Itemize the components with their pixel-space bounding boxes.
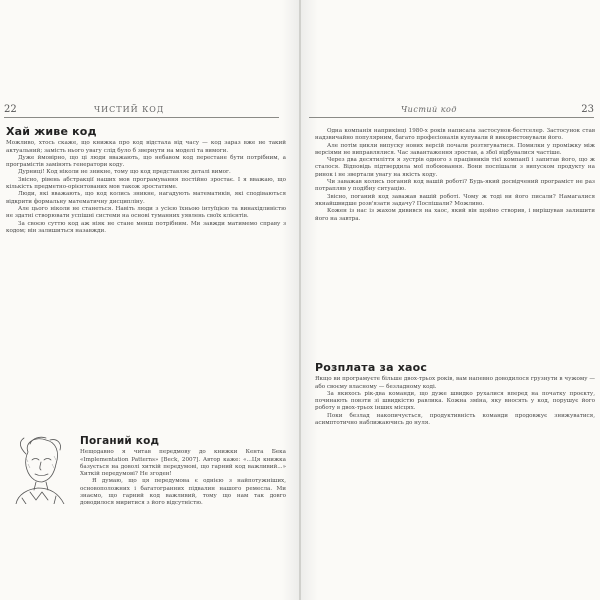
left-running-head: [4, 104, 279, 118]
paragraph: Одна компанія наприкінці 1980-х років написала застосунок-бестселер. Застосунок став надзвичайно популярним, багато професіоналів купували й використовували його.: [315, 128, 595, 142]
paragraph: Чи заважав колись поганий код вашій роботі? Будь-який досвідчений програміст не раз потрапляв у подібну ситуацію.: [315, 179, 595, 193]
author-portrait-icon: [6, 434, 72, 504]
paragraph: Дурниці! Код ніколи не зникне, тому що код представляє деталі вимог.: [18, 169, 231, 176]
paragraph: Поки безлад накопичується, продуктивність команди продовжує знижуватися, асимптотично наближаючись до нуля.: [315, 412, 595, 427]
right-running-title: Чистий код: [401, 105, 457, 114]
right-page-number: 23: [581, 104, 594, 115]
paragraph: Дуже ймовірно, що ці люди вважають, що небавом код перестане бути потрібним, а програмістів замінять генератори коду.: [6, 154, 286, 169]
bad-code-column: [80, 435, 286, 508]
paragraph: Кожен із нас із жахом дивився на хаос, який він щойно створив, і вирішував залишити його на завтра.: [315, 208, 595, 222]
paragraph: Звісно, рівень абстракції наших мов програмування постійно зростає. І я вважаю, що кількість предметно-орієнтованих мов також зростатиме.: [6, 176, 286, 191]
right-main-column: [315, 128, 595, 223]
left-main-column: [6, 125, 286, 235]
right-page: [301, 0, 600, 600]
paragraph: Я думаю, що ця передумова є однією з найпотужніших, основоположних і багатогранних підвалин нашого ремесла. Ми знаємо, що гарний код важливий, тому що нам так довго доводилося миритися з його відсутністю.: [80, 478, 286, 507]
left-page-number: 22: [4, 104, 17, 115]
right-second-column: [315, 361, 595, 427]
section-heading-code-lives: Хай живе код: [6, 125, 97, 138]
paragraph: Але цього ніколи не станеться. Навіть люди з усією їхньою інтуїцією та винахідливістю не здатні створювати успішні системи на основі туманних уявлень своїх клієнтів.: [6, 205, 286, 220]
paragraph: За своєю суттю код аж ніяк не стане менш потрібним. Ми завжди матимемо справу з кодом; він залишиться назавжди.: [6, 220, 286, 234]
right-running-head: [309, 104, 594, 118]
section-heading-bad-code: Поганий код: [80, 435, 160, 447]
paragraph: Звісно, поганий код заважав вашій роботі. Чому ж тоді ви його писали? Намагалися якнайшвидше розв'язати задачу? Поспішали? Можливо.: [315, 193, 595, 207]
left-running-title: ЧИСТИЙ КОД: [94, 105, 165, 114]
paragraph: Люди, які вважають, що код колись зникне, нагадують математиків, які сподіваються відкрити формальну математичну дисципліну.: [6, 191, 286, 205]
right-header-rule: [309, 117, 594, 118]
paragraph: Якщо ви програмуєте більше двох-трьох років, вам напевно доводилося грузнути в чужому — або своєму власному — безладному коді.: [315, 376, 595, 390]
paragraph: За якихось рік-два команди, що дуже швидко рухалися вперед на початку проєкту, починають повзти зі швидкістю равлика. Кожна зміна, яку вносять у код, порушує його роботу в двох-трьох інших місцях.: [315, 390, 595, 412]
section-heading-cost-of-mess: Розплата за хаос: [315, 361, 428, 374]
left-page: [0, 0, 299, 600]
paragraph: Можливо, хтось скаже, що книжка про код відстала від часу — код зараз вже не такий актуальний; замість нього увагу слід було б звернути на моделі та вимоги.: [6, 140, 286, 154]
paragraph: Але потім цикли випуску нових версій почали розтягуватися. Помилки у проміжку між версіями не виправлялися. Час завантаження зростав, а збої відбувалися частіше.: [315, 142, 595, 156]
left-header-rule: [4, 117, 279, 118]
paragraph: Нещодавно я читав передмову до книжки Кента Бека «Implementation Patterns» [Beck, 2007]. Автор каже: «...Ця книжка базується на доволі хиткій передумові, що гарний код важливий...» Хиткій передумові? Не згоден!: [80, 449, 286, 478]
paragraph: Через два десятиліття я зустрів одного з працівників тієї компанії і запитав його, що ж сталося. Відповідь підтвердила мої побоювання. Вони поспішали з випуском продукту на ринок і не звертали увагу на якість коду.: [315, 157, 595, 178]
